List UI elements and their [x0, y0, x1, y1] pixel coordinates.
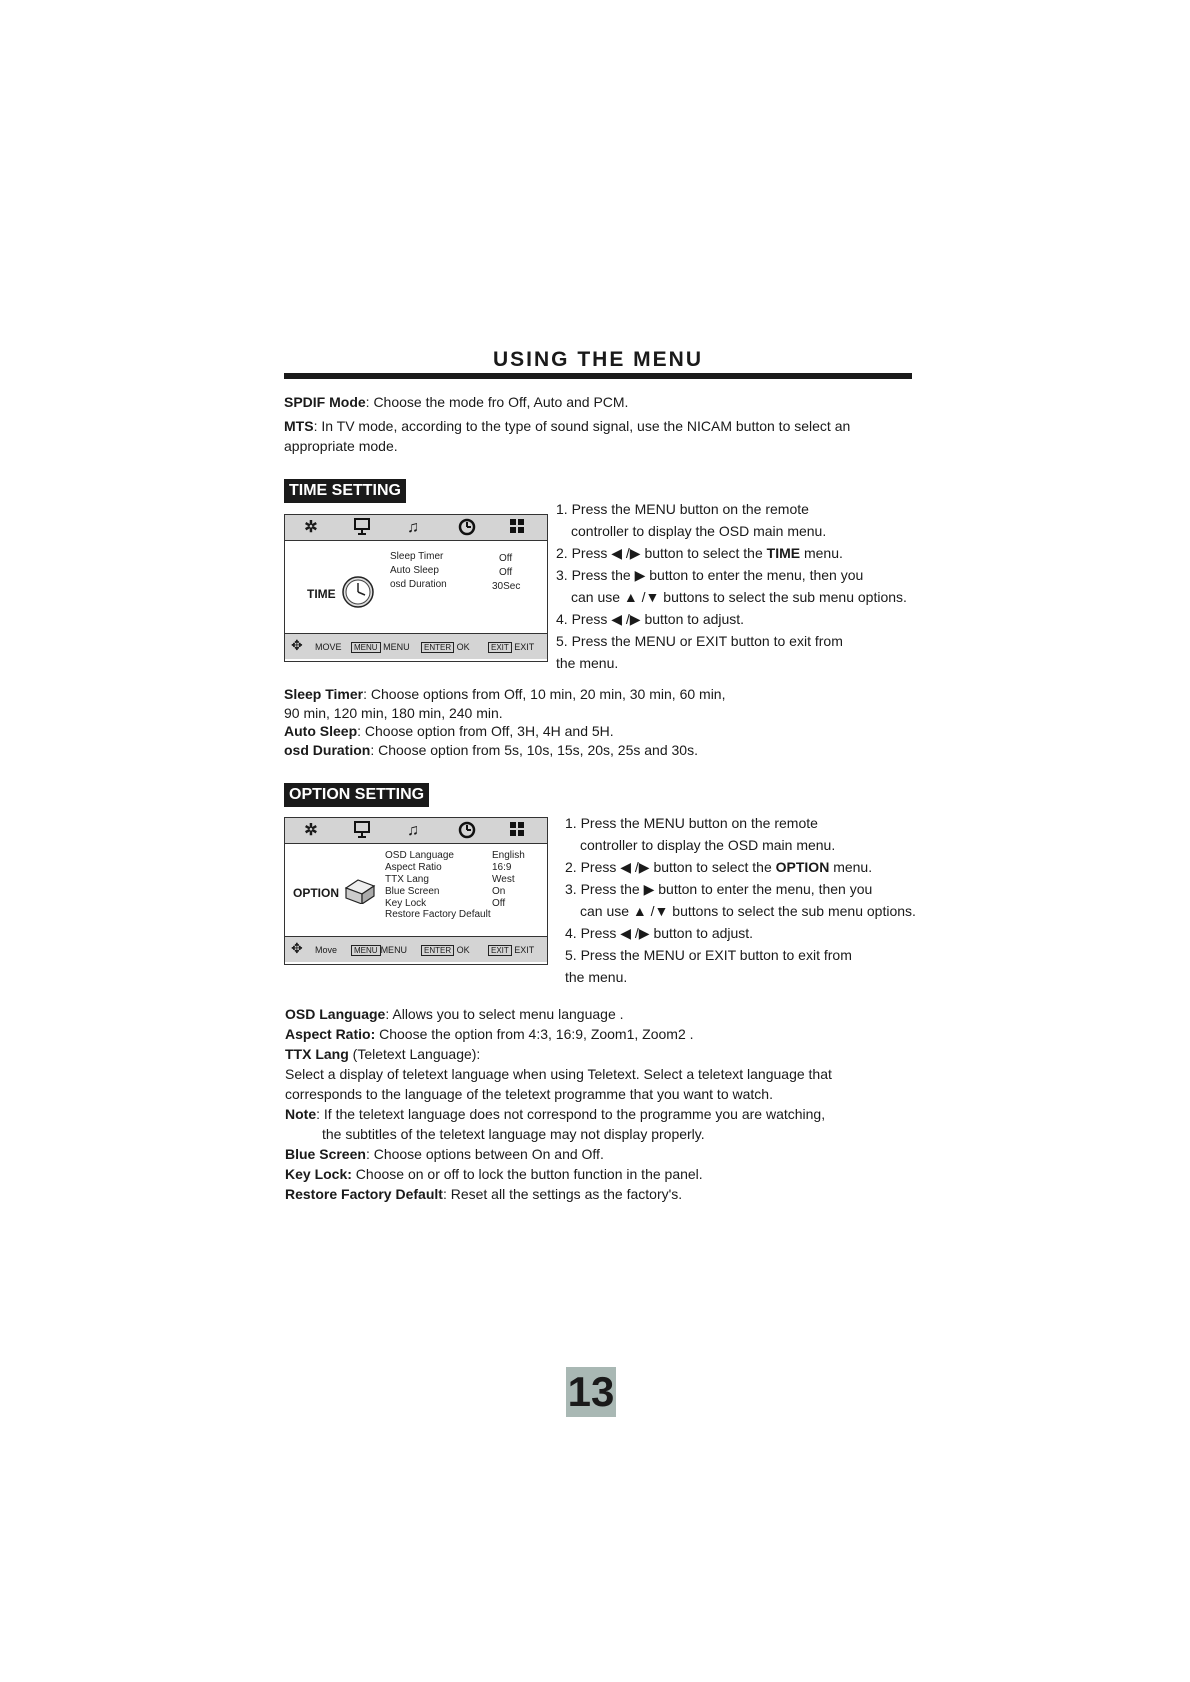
step: 3. Press the ▶ button to enter the menu, then you [556, 567, 864, 583]
sun-icon: ✲ [304, 822, 318, 839]
desc-text: Choose on or off to lock the button function in the panel. [351, 1166, 703, 1182]
mts-paragraph [284, 416, 884, 456]
osd-item-value: West [492, 874, 515, 885]
desc-line [285, 1044, 905, 1064]
desc-line: 90 min, 120 min, 180 min, 240 min. [284, 704, 503, 721]
osd-item-name: Sleep Timer [390, 551, 444, 562]
osd-item-value: Off [499, 567, 513, 578]
sun-icon: ✲ [304, 519, 318, 536]
option-osd-screen [284, 817, 548, 965]
option-section-label: OPTION SETTING [284, 783, 429, 807]
desc-line [285, 1024, 905, 1044]
osd-item-value: 16:9 [492, 862, 512, 873]
desc-line: the subtitles of the teletext language may not display properly. [322, 1126, 705, 1142]
option-descriptions [285, 1004, 905, 1204]
osd-item-value: On [492, 886, 506, 897]
menu-key: MENU [351, 642, 381, 653]
monitor-icon [351, 821, 373, 840]
clock-icon [456, 821, 478, 840]
step-text: 2. Press ◀ /▶ button to select the [565, 859, 776, 875]
step: 1. Press the MENU button on the remote [565, 815, 818, 831]
desc-text: : Allows you to select menu language . [385, 1006, 624, 1022]
step-emphasis: OPTION [775, 859, 830, 875]
move-arrows-icon: ✥ [291, 940, 303, 956]
enter-key: ENTER [421, 642, 454, 653]
title-rule [284, 373, 912, 379]
osd-item-value: English [492, 850, 525, 861]
desc-label: Sleep Timer [284, 686, 364, 702]
page-title: USING THE MENU [492, 348, 703, 371]
music-note-icon: ♫ [407, 822, 419, 839]
step: controller to display the OSD main menu. [580, 837, 836, 853]
clock-icon [456, 518, 478, 537]
step [556, 542, 926, 564]
step: 5. Press the MENU or EXIT button to exit from [565, 947, 852, 963]
desc-line [285, 1104, 905, 1124]
step: can use ▲ /▼ buttons to select the sub menu options. [571, 589, 907, 605]
footer-menu [351, 945, 407, 956]
step: 3. Press the ▶ button to enter the menu, then you [565, 881, 873, 897]
footer-exit-label: EXIT [514, 945, 535, 955]
option-box-icon [342, 874, 378, 909]
step: 4. Press ◀ /▶ button to adjust. [556, 611, 745, 627]
footer-exit [488, 642, 534, 653]
desc-text: Choose the option from 4:3, 16:9, Zoom1, Zoom2 . [375, 1026, 694, 1042]
step: can use ▲ /▼ buttons to select the sub menu options. [580, 903, 916, 919]
step: 4. Press ◀ /▶ button to adjust. [565, 925, 754, 941]
osd-item-value: Off [492, 898, 506, 909]
desc-text: : Choose options between On and Off. [365, 1146, 604, 1162]
spdif-text: : Choose the mode fro Off, Auto and PCM. [365, 394, 629, 410]
desc-text: : Choose option from 5s, 10s, 15s, 20s, 25s and 30s. [370, 741, 698, 758]
step-text: menu. [829, 859, 873, 875]
footer-ok-label: OK [456, 945, 470, 955]
desc-line [285, 1144, 905, 1164]
footer-move: MOVE [315, 642, 342, 652]
osd-item-name: Aspect Ratio [385, 862, 442, 873]
grid-icon [506, 518, 528, 537]
step-text: 2. Press ◀ /▶ button to select the [556, 545, 767, 561]
time-osd-screen [284, 514, 548, 662]
footer-enter [421, 642, 470, 653]
desc-line [285, 1184, 905, 1204]
step-emphasis: TIME [766, 545, 801, 561]
desc-label: osd Duration [284, 741, 371, 758]
enter-key: ENTER [421, 945, 454, 956]
exit-key: EXIT [488, 945, 512, 956]
step: 1. Press the MENU button on the remote [556, 501, 809, 517]
osd-item-name: Restore Factory Default [385, 909, 491, 920]
desc-text: : Reset all the settings as the factory's. [442, 1186, 683, 1202]
time-section-label: TIME SETTING [284, 479, 406, 503]
time-steps [556, 498, 926, 674]
osd-item-name: Key Lock [385, 898, 427, 909]
footer-menu [351, 642, 410, 653]
desc-label: OSD Language [285, 1006, 386, 1022]
mts-text: : In TV mode, according to the type of sound signal, use the NICAM button to select an appropriate mode. [284, 418, 851, 454]
desc-text: : Choose option from Off, 3H, 4H and 5H. [357, 723, 614, 739]
step: 5. Press the MENU or EXIT button to exit from [556, 633, 843, 649]
desc-label: Note [285, 1106, 317, 1122]
desc-text: : If the teletext language does not correspond to the programme you are watching, [316, 1106, 826, 1122]
osd-body [285, 541, 547, 633]
page-number: 13 [567, 1368, 615, 1415]
osd-item-value: 30Sec [492, 581, 521, 592]
footer-exit-label: EXIT [514, 642, 535, 652]
desc-label: Auto Sleep [284, 723, 358, 739]
desc-line [284, 685, 904, 704]
option-steps [565, 812, 935, 988]
music-note-icon: ♫ [407, 519, 419, 536]
desc-label: Aspect Ratio: [285, 1026, 376, 1042]
menu-key: MENU [351, 945, 381, 956]
step: the menu. [565, 969, 628, 985]
desc-label: TTX Lang [285, 1046, 349, 1062]
desc-label: Blue Screen [285, 1146, 366, 1162]
time-descriptions [284, 685, 904, 759]
desc-label: Restore Factory Default [285, 1186, 443, 1202]
footer-ok-label: OK [456, 642, 470, 652]
exit-key: EXIT [488, 642, 512, 653]
desc-label: Key Lock: [285, 1166, 352, 1182]
spdif-paragraph [284, 392, 924, 412]
osd-footer [285, 633, 547, 659]
desc-line [285, 1164, 905, 1184]
osd-menu-name: OPTION [293, 886, 340, 900]
footer-menu-label: MENU [383, 642, 410, 652]
desc-line [284, 722, 904, 741]
osd-item-name: Auto Sleep [390, 565, 439, 576]
desc-text: (Teletext Language): [348, 1046, 481, 1062]
footer-enter [421, 945, 470, 956]
osd-item-name: osd Duration [390, 579, 447, 590]
grid-icon [506, 821, 528, 840]
desc-line [284, 741, 904, 760]
mts-label: MTS [284, 418, 314, 434]
step: the menu. [556, 655, 619, 671]
osd-icon-bar [285, 818, 547, 844]
spdif-label: SPDIF Mode [284, 394, 366, 410]
desc-line: Select a display of teletext language when using Teletext. Select a teletext language that [285, 1066, 832, 1082]
step: controller to display the OSD main menu. [571, 523, 827, 539]
desc-line [285, 1004, 905, 1024]
footer-menu-label: MENU [380, 945, 408, 955]
osd-item-value: Off [499, 553, 513, 564]
step-text: menu. [800, 545, 843, 561]
osd-item-name: TTX Lang [385, 874, 429, 885]
monitor-icon [351, 518, 373, 537]
desc-text: : Choose options from Off, 10 min, 20 min, 30 min, 60 min, [363, 686, 726, 702]
footer-move: Move [315, 945, 338, 955]
osd-body [285, 844, 547, 936]
osd-menu-name: TIME [307, 587, 336, 601]
osd-item-name: OSD Language [385, 850, 454, 861]
osd-icon-bar [285, 515, 547, 541]
step [565, 856, 935, 878]
desc-line: corresponds to the language of the teletext programme that you want to watch. [285, 1086, 773, 1102]
move-arrows-icon: ✥ [291, 637, 303, 653]
osd-item-name: Blue Screen [385, 886, 440, 897]
clock-face-icon [341, 575, 375, 614]
osd-footer [285, 936, 547, 962]
footer-exit [488, 945, 534, 956]
